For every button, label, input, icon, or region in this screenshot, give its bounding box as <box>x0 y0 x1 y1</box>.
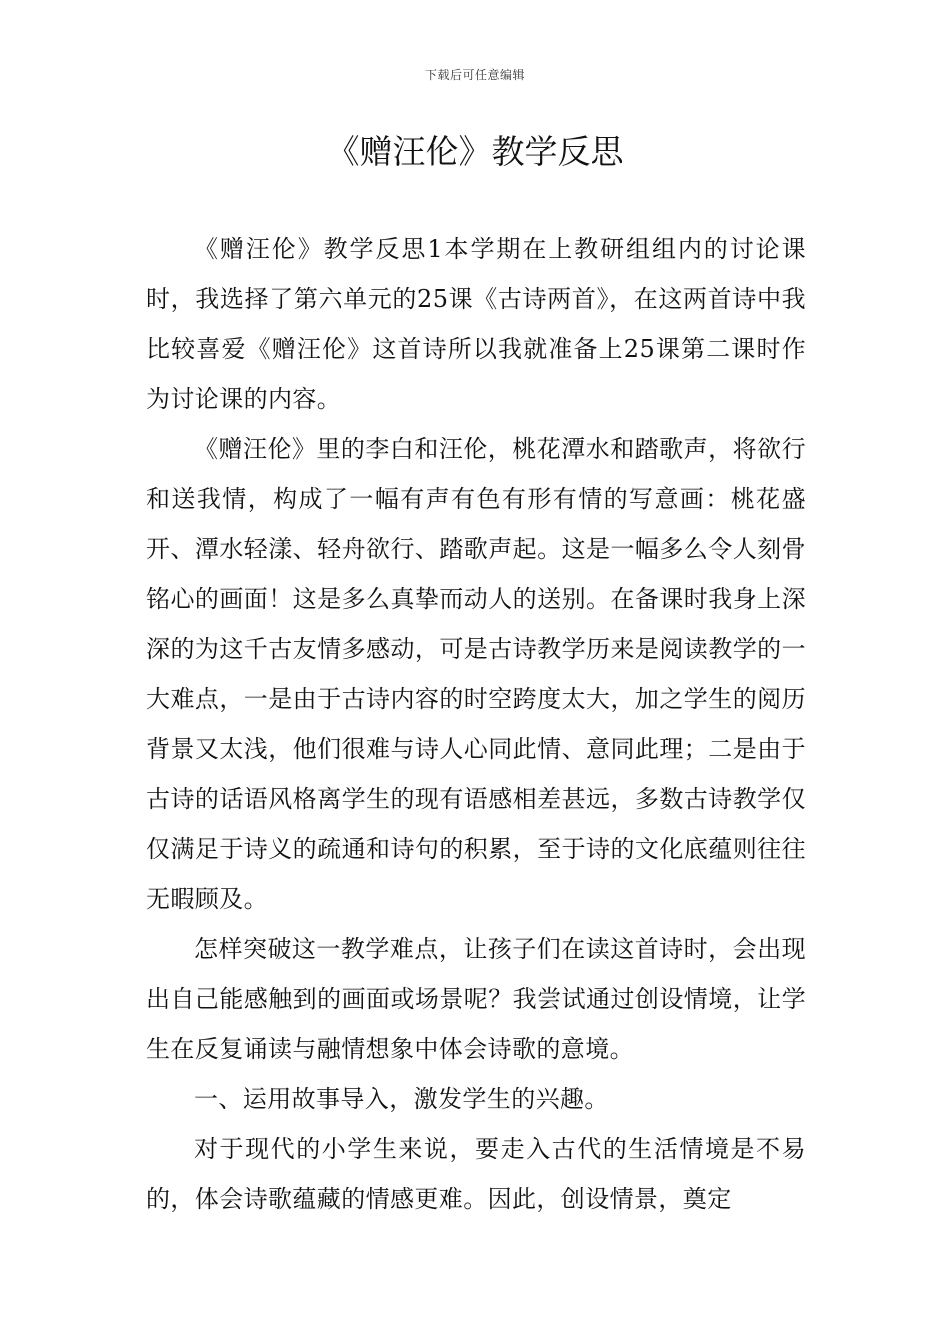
document-title: 《赠汪伦》教学反思 <box>326 132 624 171</box>
paragraph-4: 对于现代的小学生来说，要走入古代的生活情境是不易的，体会诗歌蕴藏的情感更难。因此，创设情景，奠定 <box>146 1135 806 1213</box>
document-body <box>146 224 806 1224</box>
paragraph-3: 怎样突破这一教学难点，让孩子们在读这首诗时，会出现出自己能感触到的画面或场景呢？我尝试通过创设情境，让学生在反复诵读与融情想象中体会诗歌的意境。 <box>146 935 806 1063</box>
paragraph-1: 《赠汪伦》教学反思1本学期在上教研组组内的讨论课时，我选择了第六单元的25课《古诗两首》，在这两首诗中我比较喜爱《赠汪伦》这首诗所以我就准备上25课第二课时作为讨论课的内容。 <box>146 235 806 413</box>
header-note: 下载后可任意编辑 <box>424 68 525 82</box>
section-heading-1: 一、运用故事导入，激发学生的兴趣。 <box>194 1085 609 1113</box>
paragraph-2: 《赠汪伦》里的李白和汪伦，桃花潭水和踏歌声，将欲行和送我情，构成了一幅有声有色有形有情的写意画：桃花盛开、潭水轻漾、轻舟欲行、踏歌声起。这是一幅多么令人刻骨铭心的画面！这是多么真挚而动人的送别。在备课时我身上深深的为这千古友情多感动，可是古诗教学历来是阅读教学的一大难点，一是由于古诗内容的时空跨度太大，加之学生的阅历背景又太浅，他们很难与诗人心同此情、意同此理；二是由于古诗的话语风格离学生的现有语感相差甚远，多数古诗教学仅仅满足于诗义的疏通和诗句的积累，至于诗的文化底蕴则往往无暇顾及。 <box>146 435 806 913</box>
